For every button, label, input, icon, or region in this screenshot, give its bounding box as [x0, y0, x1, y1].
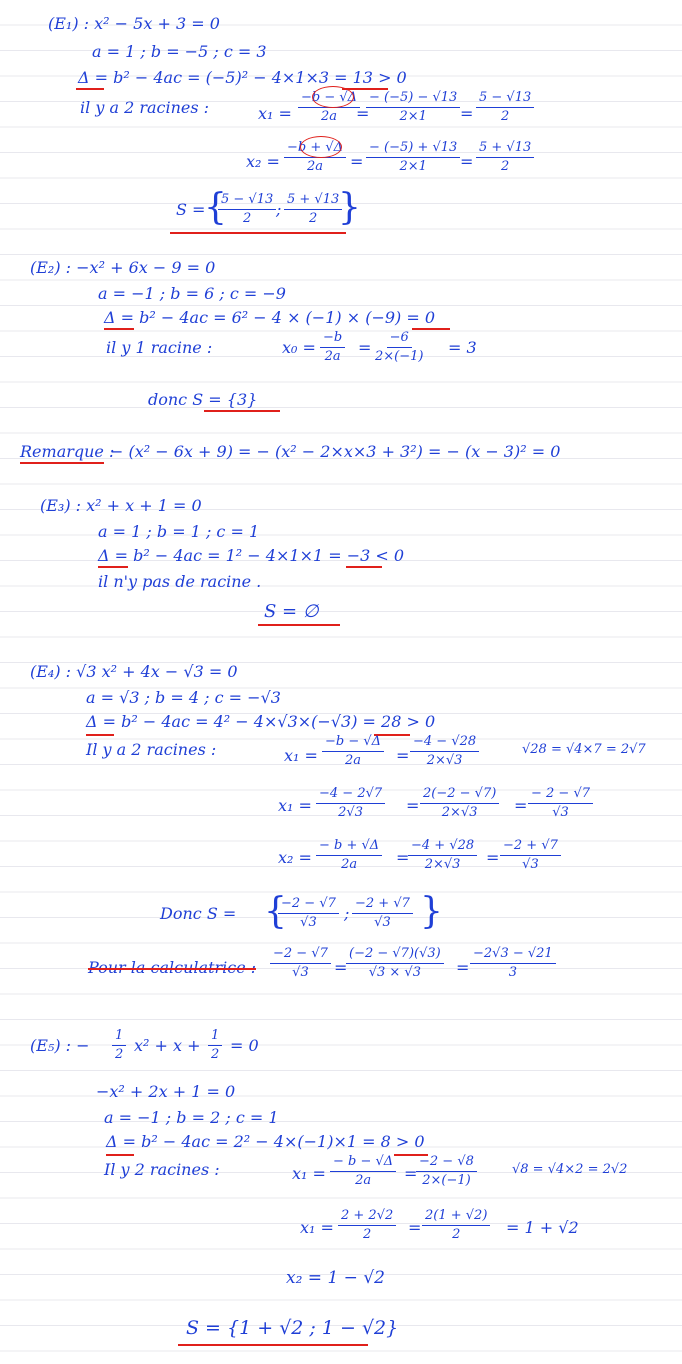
remark-text: − (x² − 6x + 9) = − (x² − 2×x×3 + 3²) = − (x − 3)² = 0: [110, 442, 561, 461]
e1-x2-label: x₂ =: [246, 152, 280, 171]
e1-solution-underline: [170, 232, 346, 234]
e2-solution: donc S = {3}: [148, 390, 258, 409]
e4-solution-prefix: Donc S =: [160, 904, 237, 923]
e4-x1b-fraction-2: $\frac{2(-2 - √7)}{2\times√3}$: [420, 786, 499, 821]
e1-x2-sign-circle: [300, 136, 342, 158]
e5-equation: −x² + 2x + 1 = 0: [96, 1082, 236, 1101]
e4-solution-separator: ;: [344, 904, 350, 923]
e2-delta-underline: [104, 328, 134, 330]
e1-x2-fraction-substituted: $\frac{- (-5) + √13}{2\times 1}$: [366, 140, 460, 175]
e4-x2-fraction-general: $\frac{- b + √\Delta}{2a}$: [316, 838, 382, 873]
e4-x1b-fraction-1: $\frac{-4 - 2√7}{2√3}$: [316, 786, 385, 821]
e5-coefficients: a = −1 ; b = 2 ; c = 1: [104, 1108, 279, 1127]
e1-x1-fraction-result: $\frac{5 - √13}{2}$: [476, 90, 534, 125]
e2-coefficients: a = −1 ; b = 6 ; c = −9: [98, 284, 286, 303]
e4-delta-underline: [86, 734, 114, 736]
e5-sqrt-note: √8 = √4×2 = 2√2: [512, 1162, 628, 1177]
e5-title-end: = 0: [230, 1036, 259, 1055]
e4-x2-fraction-substituted: $\frac{-4 + √28}{2\times√3}$: [408, 838, 477, 873]
e5-x1-fraction-general: $\frac{- b - √\Delta}{2a}$: [330, 1154, 396, 1189]
e4-calculator-fraction-1: $\frac{-2 - √7}{√3}$: [270, 946, 331, 981]
e5-solution-underline: [178, 1344, 368, 1346]
e1-x1-fraction-general: $\frac{-b - √\Delta}{2a}$: [298, 90, 360, 125]
e3-delta: Δ = b² − 4ac = 1² − 4×1×1 = −3 < 0: [98, 546, 405, 565]
e1-x2-fraction-general: $\frac{-b + √\Delta}{2a}$: [284, 140, 346, 175]
e4-roots-text: Il y a 2 racines :: [86, 740, 217, 759]
e1-solution-root-2: $\frac{5 + √13}{2}$: [284, 192, 342, 227]
e2-title: (E₂) : −x² + 6x − 9 = 0: [30, 258, 216, 277]
e3-coefficients: a = 1 ; b = 1 ; c = 1: [98, 522, 260, 541]
e1-solution-prefix: S =: [176, 200, 206, 219]
e5-x1-label: x₁ =: [292, 1164, 326, 1183]
e4-coefficients: a = √3 ; b = 4 ; c = −√3: [86, 688, 281, 707]
e4-calculator-underline: [88, 968, 256, 970]
e2-x0-result: = 3: [448, 338, 477, 357]
e1-x1-fraction-substituted: $\frac{- (-5) - √13}{2\times 1}$: [366, 90, 460, 125]
e5-title-prefix: (E₅) : −: [30, 1036, 90, 1055]
e3-roots-text: il n'y pas de racine .: [98, 572, 262, 591]
e1-delta-underline: [76, 88, 104, 90]
e1-coefficients: a = 1 ; b = −5 ; c = 3: [92, 42, 267, 61]
e2-roots-text: il y 1 racine :: [106, 338, 213, 357]
e3-solution-underline: [258, 624, 340, 626]
e5-x2: x₂ = 1 − √2: [286, 1268, 385, 1288]
e4-solution-root-2: $\frac{-2 + √7}{√3}$: [352, 896, 413, 931]
e5-roots-text: Il y 2 racines :: [104, 1160, 220, 1179]
e5-title-fraction-1: $\frac{1}{2}$: [112, 1028, 126, 1063]
e2-x0-label: x₀ =: [282, 338, 316, 357]
e3-title: (E₃) : x² + x + 1 = 0: [40, 496, 202, 515]
e4-delta: Δ = b² − 4ac = 4² − 4×√3×(−√3) = 28 > 0: [86, 712, 436, 731]
e5-solution: S = {1 + √2 ; 1 − √2}: [186, 1317, 399, 1339]
e4-title: (E₄) : √3 x² + 4x − √3 = 0: [30, 662, 238, 681]
e5-delta-underline: [106, 1154, 134, 1156]
e2-solution-underline: [204, 410, 280, 412]
e1-solution-separator: ;: [276, 200, 282, 219]
e2-delta: Δ = b² − 4ac = 6² − 4 × (−1) × (−9) = 0: [104, 308, 436, 327]
e1-x1-label: x₁ =: [258, 104, 292, 123]
e2-x0-fraction-general: $\frac{-b}{2a}$: [320, 330, 345, 365]
e4-x2-fraction-result: $\frac{-2 + √7}{√3}$: [500, 838, 561, 873]
e2-x0-fraction-substituted: $\frac{-6}{2\times(-1)}$: [375, 330, 424, 364]
e4-solution-root-1: $\frac{-2 - √7}{√3}$: [278, 896, 339, 931]
e4-calculator-fraction-2: $\frac{(-2 - √7)(√3)}{√3 \times √3}$: [346, 946, 444, 981]
remark-label: Remarque :: [20, 442, 115, 461]
e3-delta-underline: [98, 566, 128, 568]
e4-x1-label: x₁ =: [284, 746, 318, 765]
e5-x1b-fraction-2: $\frac{2(1 + √2)}{2}$: [422, 1208, 490, 1243]
e4-sqrt-note: √28 = √4×7 = 2√7: [522, 742, 646, 757]
e4-x1-fraction-substituted: $\frac{-4 - √28}{2\times√3}$: [410, 734, 479, 769]
e4-calculator-fraction-3: $\frac{-2√3 - √21}{3}$: [470, 946, 556, 981]
e1-solution-root-1: $\frac{5 - √13}{2}$: [218, 192, 276, 227]
e5-x1-fraction-substituted: $\frac{-2 - √8}{2\times(-1)}$: [416, 1154, 477, 1189]
e5-title-middle: x² + x +: [134, 1036, 201, 1055]
e5-title-fraction-2: $\frac{1}{2}$: [208, 1028, 222, 1063]
e5-delta: Δ = b² − 4ac = 2² − 4×(−1)×1 = 8 > 0: [106, 1132, 425, 1151]
e1-roots-text: il y a 2 racines :: [80, 98, 210, 117]
e3-delta-value-underline: [346, 566, 382, 568]
remark-underline: [20, 462, 104, 464]
e1-title: (E₁) : x² − 5x + 3 = 0: [48, 14, 220, 33]
notebook-page: (E₁) : x² − 5x + 3 = 0 a = 1 ; b = −5 ; c = 3 Δ = b² − 4ac = (−5)² − 4×1×3 = 13 > 0 il y a 2 racines : x₁ = $\frac{-b - √\Delta}{2a}$ = $\frac{- (-5) - √13}{2\times 1}$ = $\frac{5 - √13}{2}$ x₂ = $\frac{-b + √\Delta}{2a}$ = $\frac{- (-5) + √13}{2\times 1}$ = $\frac{5 + √13}{2}$ S = { $\frac{5 - √13}{2}$ ; $\frac{5 + √13}{2}$ } (E₂) : −x² + 6x − 9 = 0 a = −1 ; b = 6 ; c = −9 Δ = b² − 4ac = 6² − 4 × (−1) × (−9) = 0 il y 1 racine : x₀ = $\frac{-b}{2a}$ = $\frac{-6}{2\times(-1)}$ = 3 donc S = {3} Remarque : − (x² − 6x + 9) = − (x² − 2×x×3 + 3²) = − (x − 3)² = 0 (E₃) : x² + x + 1 = 0 a = 1 ; b = 1 ; c = 1 Δ = b² − 4ac = 1² − 4×1×1 = −3 < 0 il n'y pas de racine . S = ∅ (E₄) : √3 x² + 4x − √3 = 0 a = √3 ; b = 4 ; c = −√3 Δ = b² − 4ac = 4² − 4×√3×(−√3) = 28 > 0 Il y a 2 racines : x₁ = $\frac{-b - √\Delta}{2a}$ = $\frac{-4 - √28}{2\times√3}$ √28 = √4×7 = 2√7 x₁ = $\frac{-4 - 2√7}{2√3}$ = $\frac{2(-2 - √7)}{2\times√3}$ = $\frac{- 2 - √7}{√3}$ x₂ = $\frac{- b + √\Delta}{2a}$ = $\frac{-4 + √28}{2\times√3}$ = $\frac{-2 + √7}{√3}$ Donc S = { $\frac{-2 - √7}{√3}$ ; $\frac{-2 + √7}{√3}$ } $\frac{-2 - √7}{√3}$ = $\frac{(-2 - √7)(√3)}{√3 \times √3}$ = $\frac{-2√3 - √21}{3}$ (E₅) : − $\frac{1}{2}$ x² + x + $\frac{1}{2}$ = 0 −x² + 2x + 1 = 0 a = −1 ; b = 2 ; c = 1 Δ = b² − 4ac = 2² − 4×(−1)×1 = 8 > 0 Il y 2 racines : x₁ = $\frac{- b - √\Delta}{2a}$ = $\frac{-2 - √8}{2\times(-1)}$ √8 = √4×2 = 2√2 x₁ = $\frac{2 + 2√2}{2}$ = $\frac{2(1 + √2)}{2}$ = 1 + √2 x₂ = 1 − √2 S = {1 + √2 ; 1 − √2}: [0, 0, 682, 1364]
e4-x1b-fraction-3: $\frac{- 2 - √7}{√3}$: [528, 786, 593, 821]
e5-x1b-result: = 1 + √2: [506, 1218, 579, 1237]
e1-x2-fraction-result: $\frac{5 + √13}{2}$: [476, 140, 534, 175]
e5-x1b-label: x₁ =: [300, 1218, 334, 1237]
e4-x1-fraction-general: $\frac{-b - √\Delta}{2a}$: [322, 734, 384, 769]
e1-delta: Δ = b² − 4ac = (−5)² − 4×1×3 = 13 > 0: [78, 68, 407, 87]
e4-x2-label: x₂ =: [278, 848, 312, 867]
e4-x1b-label: x₁ =: [278, 796, 312, 815]
e3-solution: S = ∅: [264, 601, 319, 622]
e1-x1-sign-circle: [312, 86, 354, 108]
e5-x1b-fraction-1: $\frac{2 + 2√2}{2}$: [338, 1208, 396, 1243]
